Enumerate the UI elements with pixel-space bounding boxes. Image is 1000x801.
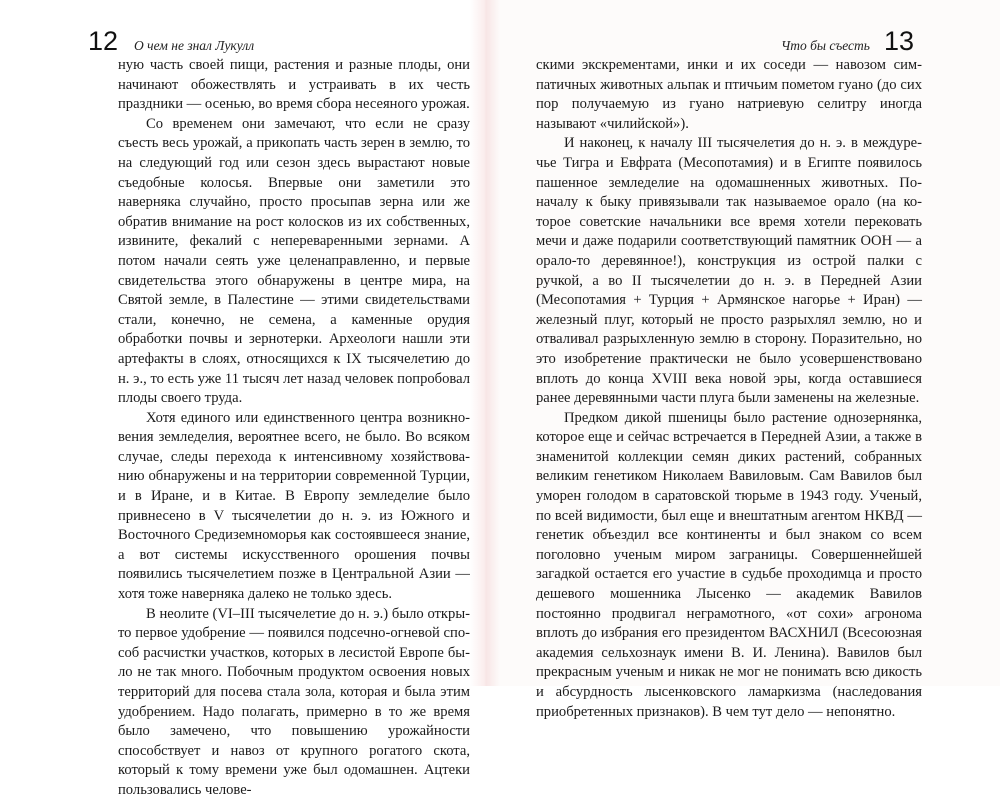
left-page-header bbox=[88, 26, 458, 56]
book-gutter bbox=[470, 0, 500, 686]
left-page-body bbox=[118, 56, 470, 801]
paragraph: ную часть своей пищи, растения и разные плоды, они начинают обожествлять и устраивать в их честь праздники — осенью, во время сбора несеяного урожая. bbox=[118, 57, 470, 113]
left-page bbox=[0, 0, 486, 798]
right-page-body bbox=[536, 56, 922, 722]
right-running-title: Что бы съесть bbox=[780, 38, 870, 53]
paragraph: скими экскрементами, инки и их соседи — навозом симпатичных животных альпак и птичьим пометом гуано (до сих пор получаемую из гуано натриевую селитру иногда называют «чилийской»). bbox=[536, 57, 922, 132]
paragraph: В неолите (VI–III тысячелетие до н. э.) было открыто первое удобрение — появился подсечно-огневой способ расчистки участков, которых в лесистой Европе было не так много. Побочным продуктом освоения новых территорий для посева стала зола, которая и была этим удобрением. Надо полагать, примерно в то же время было замечено, что повышению урожайности способствует и навоз от крупного рогатого скота, который к тому времени уже был одомашнен. Ацтеки пользовались челове- bbox=[118, 605, 470, 798]
right-page-header bbox=[542, 26, 914, 56]
paragraph: Со временем они замечают, что если не сразу съесть весь урожай, а прикопать часть зерен в землю, то на следующий год или сезон здесь вырастают новые съедобные колосья. Впервые они заметили это наверняка случайно, просто просыпав зерна или же обратив внимание на рост колосков из их собственных, извините, фекалий с непереваренными зернами. А потом начали сеять уже целенаправленно, и первые свидетельства этого обнаружены в центре мира, на Святой земле, в Палестине — этими свидетельствами стали, конечно, не семена, а каменные орудия обработки почвы и зернотерки. Археологи нашли эти артефакты в слоях, относящихся к IX тысячелетию до н. э., то есть уже 11 тысяч лет назад человек попробовал плоды своего труда. bbox=[118, 115, 470, 407]
left-running-title: О чем не знал Лукулл bbox=[134, 38, 255, 53]
right-page-number: 13 bbox=[883, 26, 914, 56]
paragraph: Хотя единого или единственного центра возникновения земледелия, вероятнее всего, не было. Во всяком случае, следы перехода к интенсивному хозяйствованию обнаружены и на территории современной Турции, и в Иране, и в Китае. В Европу земледелие было привнесено в V тысячелетии до н. э. из Южного и Восточного Средиземноморья как состоявшееся знание, а вот системы искусственного орошения почвы появились тысячелетием позже в Центральной Азии — хотя тоже наверняка далеко не только здесь. bbox=[118, 409, 470, 603]
right-page bbox=[486, 0, 1000, 720]
paragraph: И наконец, к началу III тысячелетия до н. э. в междуречье Тигра и Евфрата (Месопотамия) и в Египте появилось пашенное земледелие на одомашненных животных. Поначалу к быку привязывали так называемое орало (на которое советские начальники все время хотели перековать мечи и даже подарили соответствующий памятник ООН — а орало-то деревянное!), конструкция из острой палки с ручкой, а во II тысячелетии до н. э. в Передней Азии (Месопотамия + Турция + Армянское нагорье + Иран) — железный плуг, который не просто разрыхлял землю, но и отваливал разрыхленную землю в сторону. Поразительно, но это изобретение практически не было усовершенствовано вплоть до конца XVIII века новой эры, когда оставшиеся ранее деревянными части плуга были заменены на железные. bbox=[536, 135, 922, 407]
paragraph: Предком дикой пшеницы было растение однозернянка, которое еще и сейчас встречается в Передней Азии, а также в знаменитой коллекции семян диких растений, собранных великим генетиком Николаем Вавиловым. Сам Вавилов был уморен голодом в саратовской тюрьме в 1943 году. Ученый, по всей видимости, был еще и внештатным агентом НКВД — генетик объездил все континенты и был знаком со всем поголовно ученым миром заграницы. Совершеннейшей загадкой остается его участие в судьбе проходимца и просто дешевого мошенника Лысенко — академик Вавилов постоянно продвигал неграмотного, «от сохи» агронома вплоть до избрания его президентом ВАСХНИЛ (Всесоюзная академия сельхознаук имени В. И. Ленина). Вавилов был прекрасным ученым и никак не мог не понимать всю дикость и абсурдность лысенковского ламаркизма (наследования приобретенных признаков). В чем тут дело — непонятно. bbox=[536, 409, 922, 720]
left-page-number: 12 bbox=[88, 26, 119, 56]
